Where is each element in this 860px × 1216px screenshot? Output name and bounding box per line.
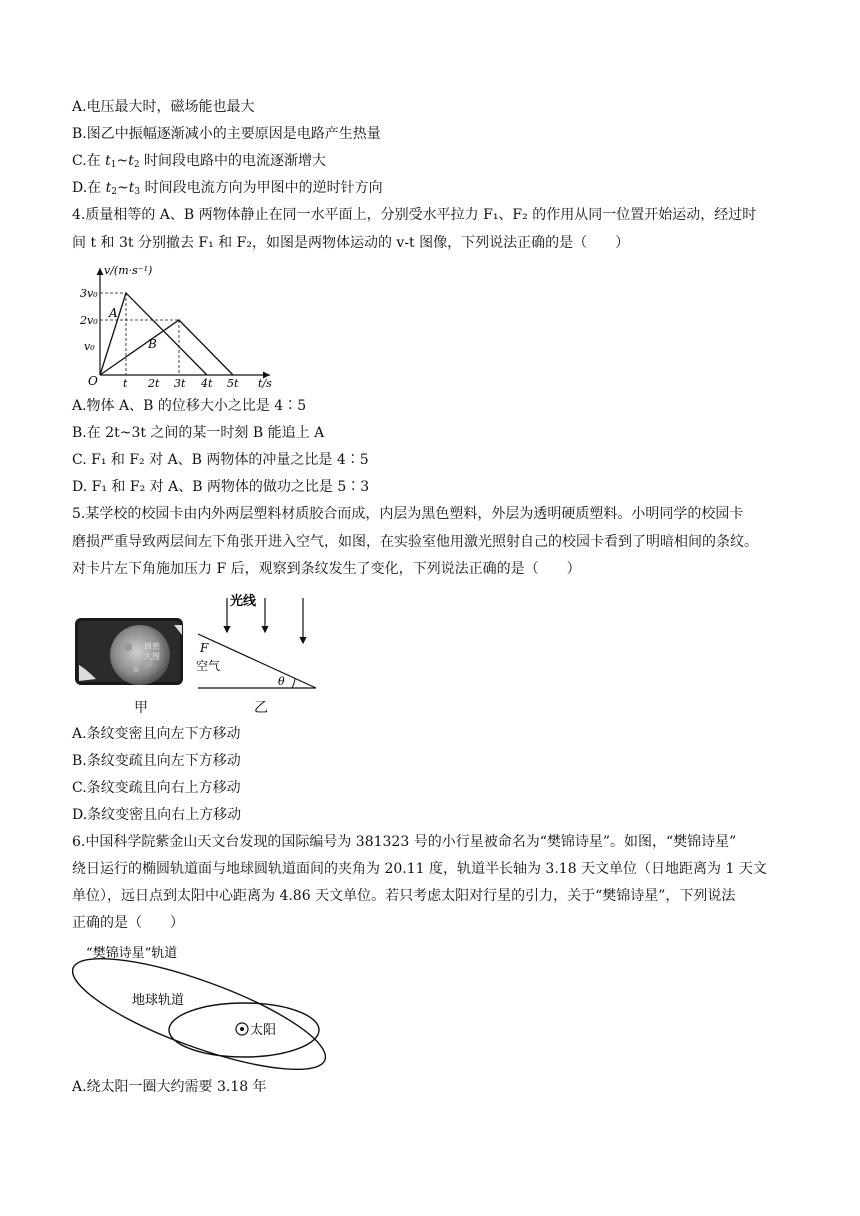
q5-card-photo: [74, 617, 186, 687]
q5-option-b: B.条纹变疏且向左下方移动: [72, 753, 241, 769]
tick-label-3t: 3t: [174, 377, 186, 390]
q6-option-a: A.绕太阳一圈大约需要 3.18 年: [72, 1079, 267, 1095]
air-label: 空气: [196, 659, 221, 673]
earth-orbit: [169, 1003, 319, 1057]
y-axis-label: v/(m·s⁻¹): [104, 264, 153, 277]
tick-label-t: t: [123, 377, 128, 390]
sun-label: 太阳: [250, 1023, 277, 1038]
q6-stem-line-4: 正确的是（ ）: [72, 915, 184, 931]
q5-option-a: A.条纹变密且向左下方移动: [72, 726, 241, 742]
angle-label: θ: [278, 675, 285, 688]
q5-caption-yi: 乙: [254, 700, 268, 716]
x-axis-label: t/s: [258, 377, 272, 390]
q6-stem-line-3: 单位），远日点到太阳中心距离为 4.86 天文单位。若只考虑太阳对行星的引力，关于“樊锦诗星”，下列说法: [72, 888, 736, 904]
tick-label-2v0: 2v₀: [80, 314, 98, 327]
q6-orbit-diagram: [72, 940, 334, 1072]
q6-stem-line-2: 绕日运行的椭圆轨道面与地球圆轨道面间的夹角为 20.11 度，轨道半长轴为 3.18 天文单位（日地距离为 1 天文: [72, 861, 767, 877]
tick-label-2t: 2t: [148, 377, 160, 390]
q5-stem-line-2: 磨损严重导致两层间左下角张开进入空气，如图，在实验室他用激光照射自己的校园卡看到了明暗相间的条纹。: [72, 534, 758, 550]
q5-wedge-diagram: [192, 592, 322, 692]
q3-option-b: B.图乙中振幅逐渐减小的主要原因是电路产生热量: [72, 126, 381, 142]
q3-option-c: C.在 $t_1\sim t_2$ 时间段电路中的电流逐渐增大: [72, 153, 327, 170]
line-b: [100, 320, 233, 375]
light-label: 光线: [230, 594, 257, 609]
svg-text:周密: 周密: [144, 642, 160, 651]
q5-option-d: D.条纹变密且向右上方移动: [72, 807, 242, 823]
force-label: F: [200, 641, 209, 655]
q5-caption-jia: 甲: [134, 700, 148, 716]
tick-label-4t: 4t: [201, 377, 213, 390]
tick-label-5t: 5t: [227, 377, 239, 390]
q3-option-a: A.电压最大时，磁场能也最大: [72, 99, 255, 115]
q4-option-b: B.在 2t~3t 之间的某一时刻 B 能追上 A: [72, 425, 325, 441]
svg-text:大图: 大图: [144, 652, 160, 661]
q3-option-d: D.在 $t_2\sim t_3$ 时间段电流方向为甲图中的逆时针方向: [72, 180, 383, 197]
q5-option-c: C.条纹变疏且向右上方移动: [72, 780, 241, 796]
q5-stem-line-3: 对卡片左下角施加压力 F 后，观察到条纹发生了变化，下列说法正确的是（ ）: [72, 561, 581, 577]
q4-option-a: A.物体 A、B 的位移大小之比是 4∶5: [72, 398, 307, 414]
origin-label: O: [88, 374, 98, 388]
label-a: A: [109, 306, 118, 320]
earth-orbit-label: 地球轨道: [132, 993, 185, 1008]
label-b: B: [148, 337, 157, 351]
q5-stem-line-1: 5.某学校的校园卡由内外两层塑料材质胶合而成，内层为黑色塑料，外层为透明硬质塑料。小明同学的校园卡: [72, 506, 744, 522]
asteroid-orbit-label: “樊锦诗星”轨道: [86, 946, 178, 961]
q6-stem-line-1: 6.中国科学院紫金山天文台发现的国际编号为 381323 号的小行星被命名为“樊锦诗星”。如图，“樊锦诗星”: [72, 834, 737, 850]
q4-stem-line-1: 4.质量相等的 A、B 两物体静止在同一水平面上，分别受水平拉力 F₁、F₂ 的作用从同一位置开始运动，经过时: [72, 207, 757, 223]
tick-label-v0: v₀: [84, 340, 95, 353]
q4-vt-graph: [78, 262, 288, 390]
q4-option-c: C. F₁ 和 F₂ 对 A、B 两物体的冲量之比是 4∶5: [72, 452, 369, 468]
tick-label-3v0: 3v₀: [80, 287, 98, 300]
q4-stem-line-2: 间 t 和 3t 分别撤去 F₁ 和 F₂，如图是两物体运动的 v-t 图像，下列说法正确的是（ ）: [72, 235, 630, 251]
q4-option-d: D. F₁ 和 F₂ 对 A、B 两物体的做功之比是 5∶3: [72, 479, 370, 495]
